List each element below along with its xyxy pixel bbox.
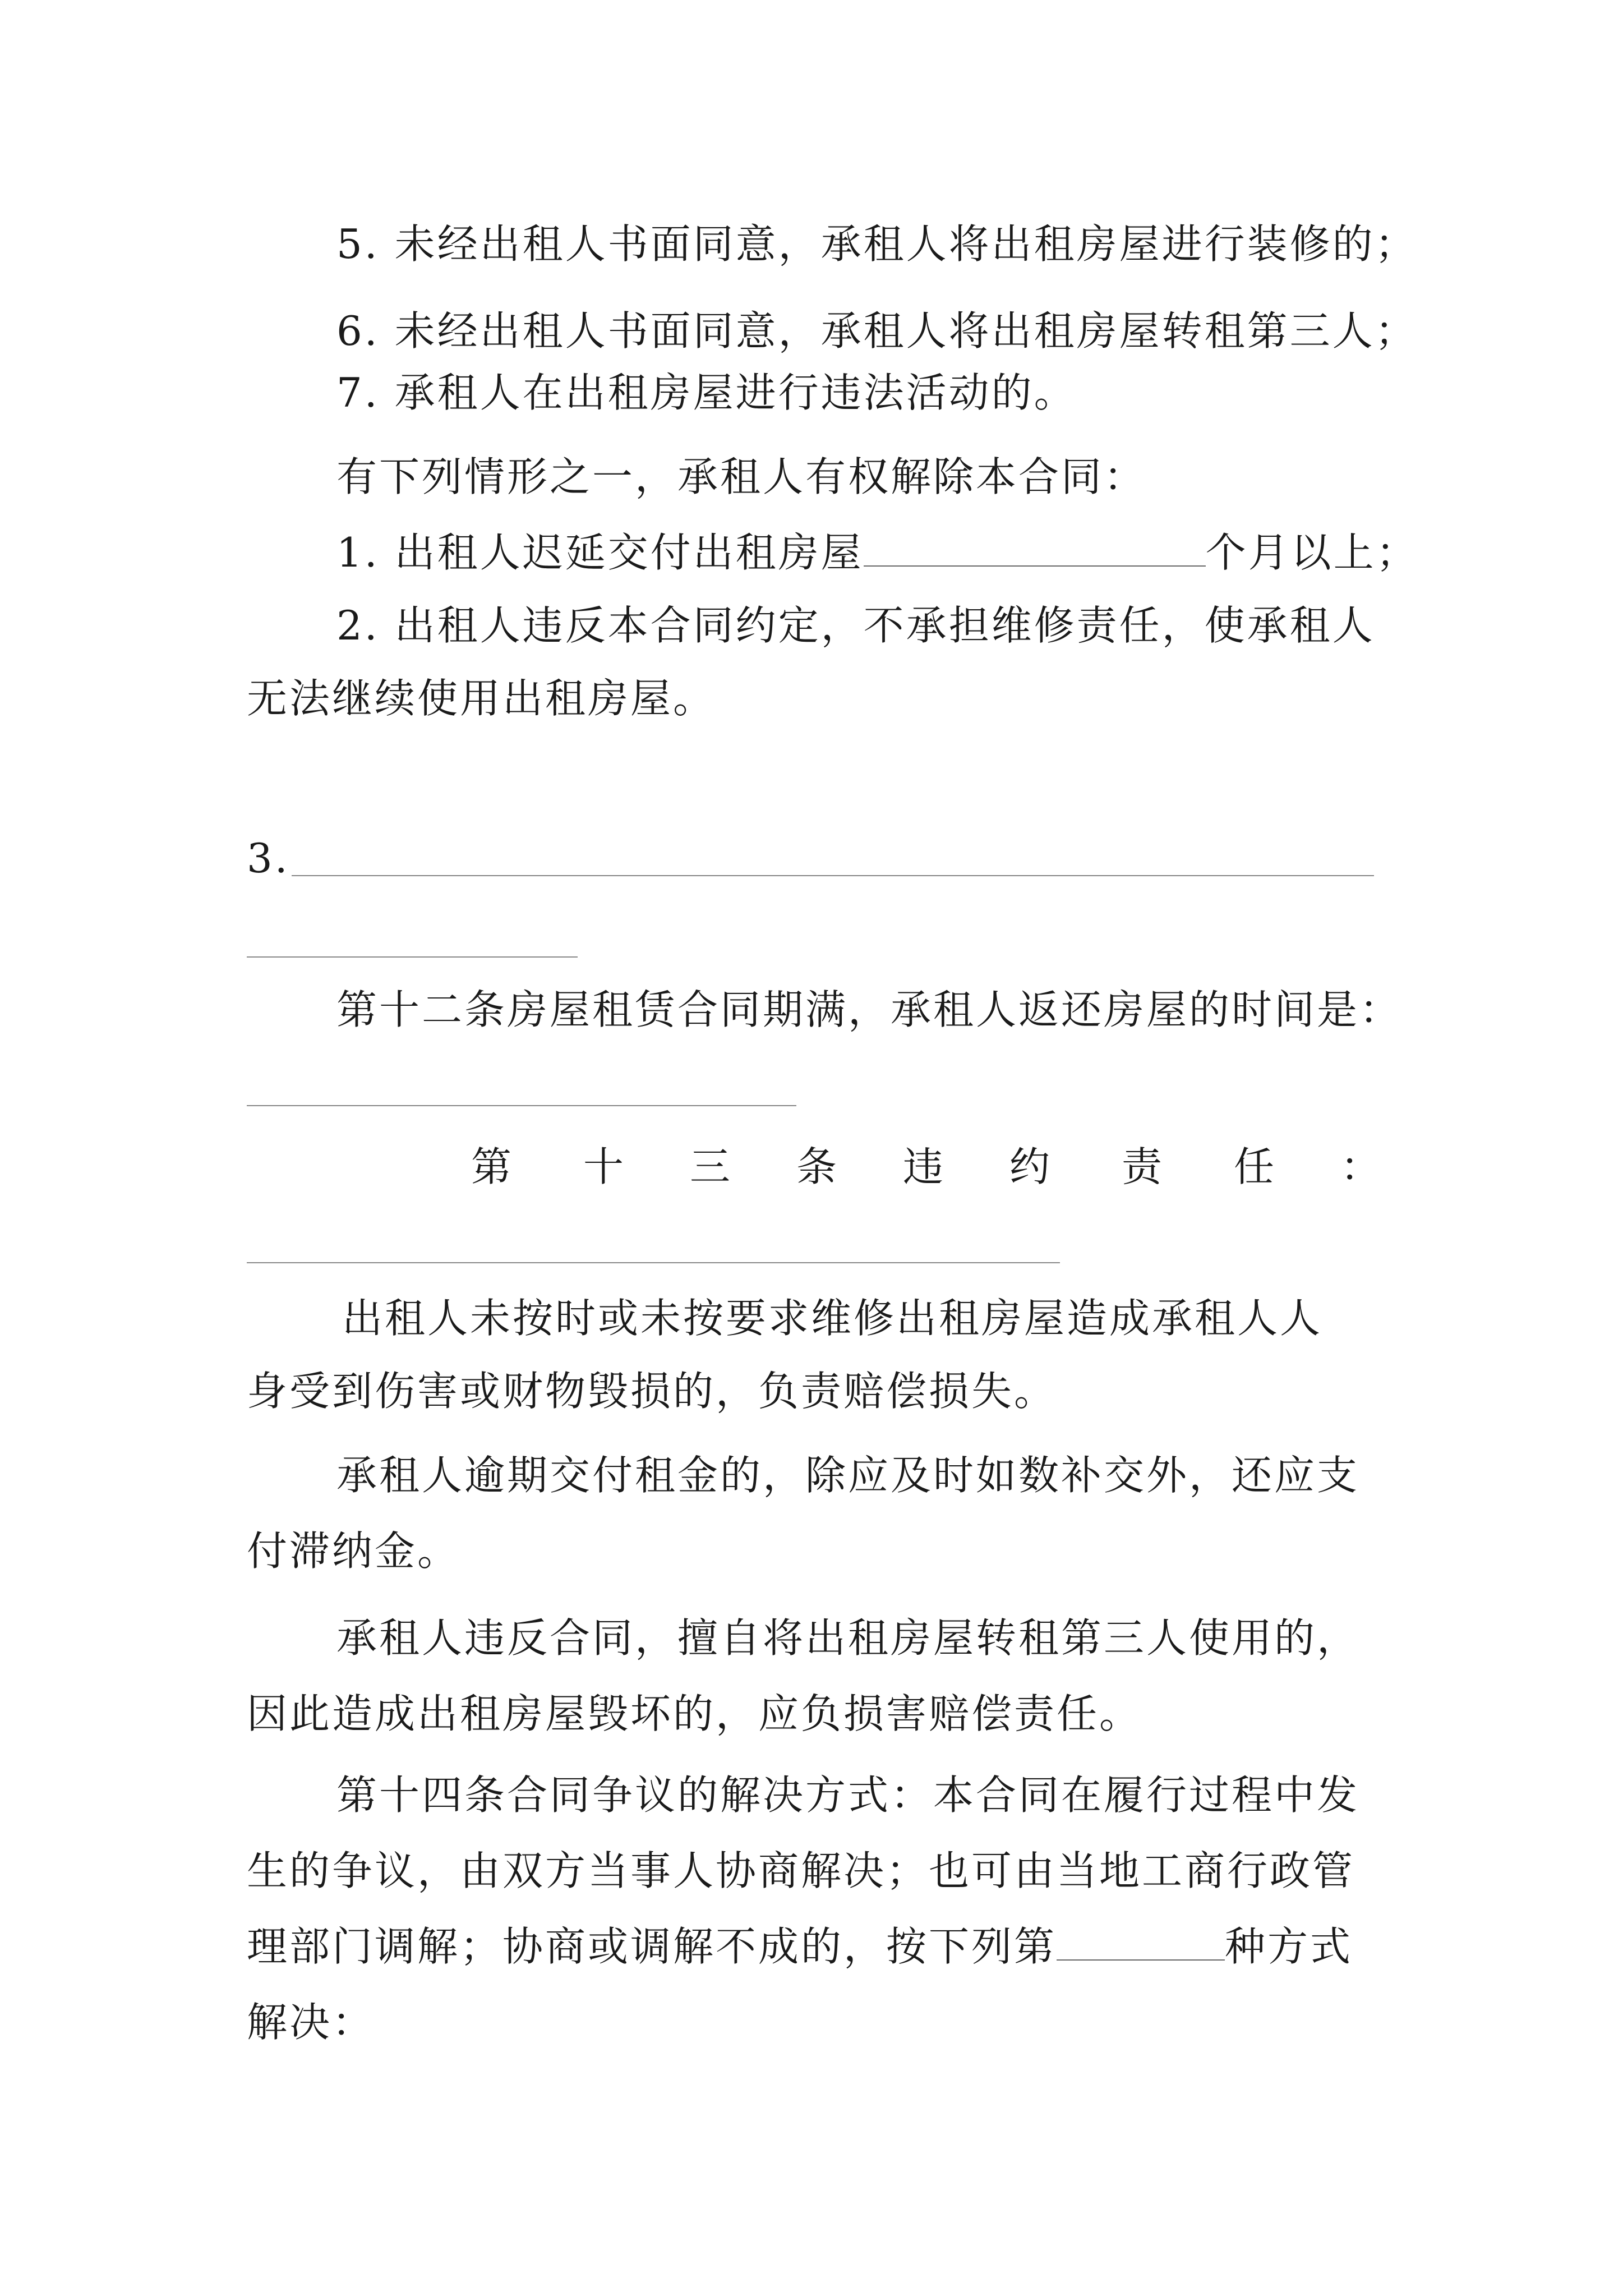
article-14: 第十四条合同争议的解决方式：本合同在履行过程中发 (336, 1772, 1360, 1819)
article-13-char: 三 (690, 1143, 731, 1190)
liability-blank[interactable] (247, 1262, 1060, 1263)
tenant-clause-1 (336, 524, 1419, 581)
clause-3-blank[interactable] (292, 875, 1374, 876)
article-13-char: ： (1340, 1143, 1381, 1190)
liability-para-2: 承租人逾期交付租金的，除应及时如数补交外，还应支 (336, 1452, 1360, 1499)
tenant-clause-2-cont: 无法继续使用出租房屋。 (247, 675, 716, 722)
article-14-line-3-text: 理部门调解；协商或调解不成的，按下列第 (247, 1923, 1057, 1970)
return-time-blank[interactable] (247, 1105, 796, 1106)
liability-para-3: 承租人违反合同，擅自将出租房屋转租第三人使用的， (336, 1614, 1360, 1662)
article-13-char: 责 (1122, 1143, 1163, 1190)
article-12: 第十二条房屋租赁合同期满，承租人返还房屋的时间是： (336, 986, 1403, 1033)
liability-para-1: 出租人未按时或未按要求维修出租房屋造成承租人人 (342, 1295, 1323, 1342)
liability-para-1-cont: 身受到伤害或财物毁损的，负责赔偿损失。 (247, 1368, 1057, 1415)
tenant-clause-1-text: 1. 出租人迟延交付出租房屋 (336, 529, 864, 576)
article-14-line-3-suffix: 种方式 (1225, 1923, 1353, 1970)
clause-3-blank-cont[interactable] (247, 956, 578, 958)
tenant-termination-heading: 有下列情形之一，承租人有权解除本合同： (336, 453, 1147, 500)
article-13-char: 任 (1234, 1143, 1275, 1190)
liability-para-3-cont: 因此造成出租房屋毁坏的，应负损害赔偿责任。 (247, 1690, 1142, 1737)
article-14-line-2: 生的争议，由双方当事人协商解决；也可由当地工商行政管 (247, 1847, 1355, 1894)
article-13-char: 条 (796, 1143, 837, 1190)
article-13-char: 违 (903, 1143, 944, 1190)
clause-5: 5. 未经出租人书面同意，承租人将出租房屋进行装修的； (336, 220, 1418, 268)
clause-7: 7. 承租人在出租房屋进行违法活动的。 (336, 369, 1077, 416)
resolution-method-blank[interactable] (1057, 1925, 1225, 1961)
liability-para-2-cont: 付滞纳金。 (247, 1527, 460, 1575)
article-13-char: 约 (1009, 1143, 1050, 1190)
clause-6: 6. 未经出租人书面同意，承租人将出租房屋转租第三人； (336, 307, 1418, 355)
tenant-clause-1-suffix: 个月以上； (1205, 529, 1419, 576)
article-13-char: 十 (583, 1143, 624, 1190)
article-13-char: 第 (471, 1143, 512, 1190)
tenant-clause-3-label: 3. (247, 835, 290, 882)
article-14-line-3 (247, 1918, 1353, 1975)
tenant-clause-2: 2. 出租人违反本合同约定，不承担维修责任，使承租人 (336, 602, 1375, 649)
months-blank[interactable] (864, 531, 1206, 567)
article-14-line-4: 解决： (247, 1999, 375, 2046)
